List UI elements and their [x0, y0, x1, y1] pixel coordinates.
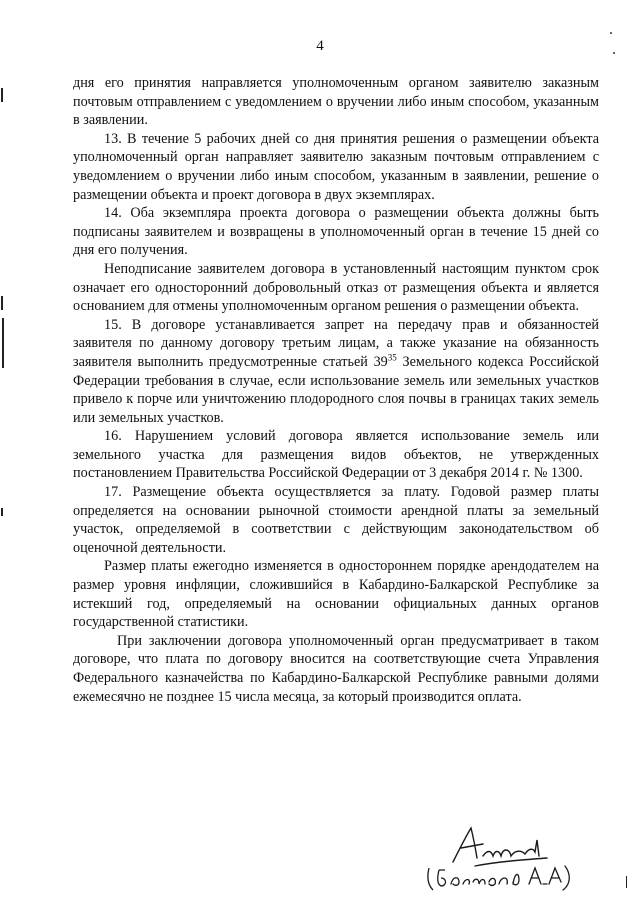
article-superscript: 35 [387, 352, 397, 363]
scan-dot [613, 52, 615, 54]
document-body [73, 74, 599, 706]
paragraph-17-payment: При заключении договора уполномоченный орган предусматривает в таком договоре, что плата по договору вносится на соответствующие счета Управления Федерального казначейства по Кабардино-Балкарской Республике равными долями ежемесячно не позднее 15 числа месяца, за который производится оплата. [73, 632, 599, 705]
signature-drawing [425, 822, 585, 892]
paragraph-13: 13. В течение 5 рабочих дней со дня принятия решения о размещении объекта уполномоченный орган направляет заявителю заказным почтовым отправлением с уведомлением о вручении либо иным способом, указанным в заявлении, решение о размещении объекта и проект договора в двух экземплярах. [73, 130, 599, 203]
scan-margin-mark [626, 876, 627, 888]
paragraph-continuation: дня его принятия направляется уполномоченным органом заявителю заказным почтовым отправлением с уведомлением о вручении либо иным способом, указанным в заявлении. [73, 75, 599, 129]
paragraph-15-text-after: Земельного кодекса Российской Федерации требования в случае, если использование земель или земельных участков привело к порче или уничтожению плодородного слоя почвы в границах таких земель или земельных участков. [73, 353, 600, 426]
paragraph-16: 16. Нарушением условий договора является использование земель или земельного участка для размещения видов объектов, не утвержденных постановлением Правительства Российской Федерации от 3 декабря 2014 г. № 1300. [73, 428, 599, 482]
scan-margin-mark [1, 296, 3, 310]
page-number: 4 [316, 38, 324, 54]
handwritten-signature [425, 822, 585, 892]
scan-dot [610, 32, 612, 34]
paragraph-15-text-before: 15. В договоре устанавливается запрет на передачу прав и обязанностей заявителя по данному договору третьим лицам, а также указание на обязанность заявителя выполнить предусмотренные статьей 39 [73, 316, 599, 370]
paragraph-15 [73, 316, 599, 428]
scan-margin-mark [1, 88, 3, 102]
paragraph-17: 17. Размещение объекта осуществляется за плату. Годовой размер платы определяется на основании рыночной стоимости арендной платы за земельный участок, определяемой в соответствии с действующим законодательством об оценочной деятельности. [73, 484, 599, 556]
scan-margin-mark [2, 318, 4, 368]
paragraph-14: 14. Оба экземпляра проекта договора о размещении объекта должны быть подписаны заявителем и возвращены в уполномоченный орган в течение 15 дней со дня его получения. [73, 205, 599, 259]
scan-margin-mark [1, 508, 3, 516]
paragraph-17-inflation: Размер платы ежегодно изменяется в одностороннем порядке арендодателем на размер уровня инфляции, сложившийся в Кабардино-Балкарской Республике за истекший год, определяемый на основании официальных данных органов государственной статистики. [73, 558, 599, 631]
paragraph-14-unsigned: Неподписание заявителем договора в установленный настоящим пунктом срок означает его односторонний добровольный отказ от размещения объекта и является основанием для отмены уполномоченным органом решения о размещении объекта. [73, 260, 599, 315]
